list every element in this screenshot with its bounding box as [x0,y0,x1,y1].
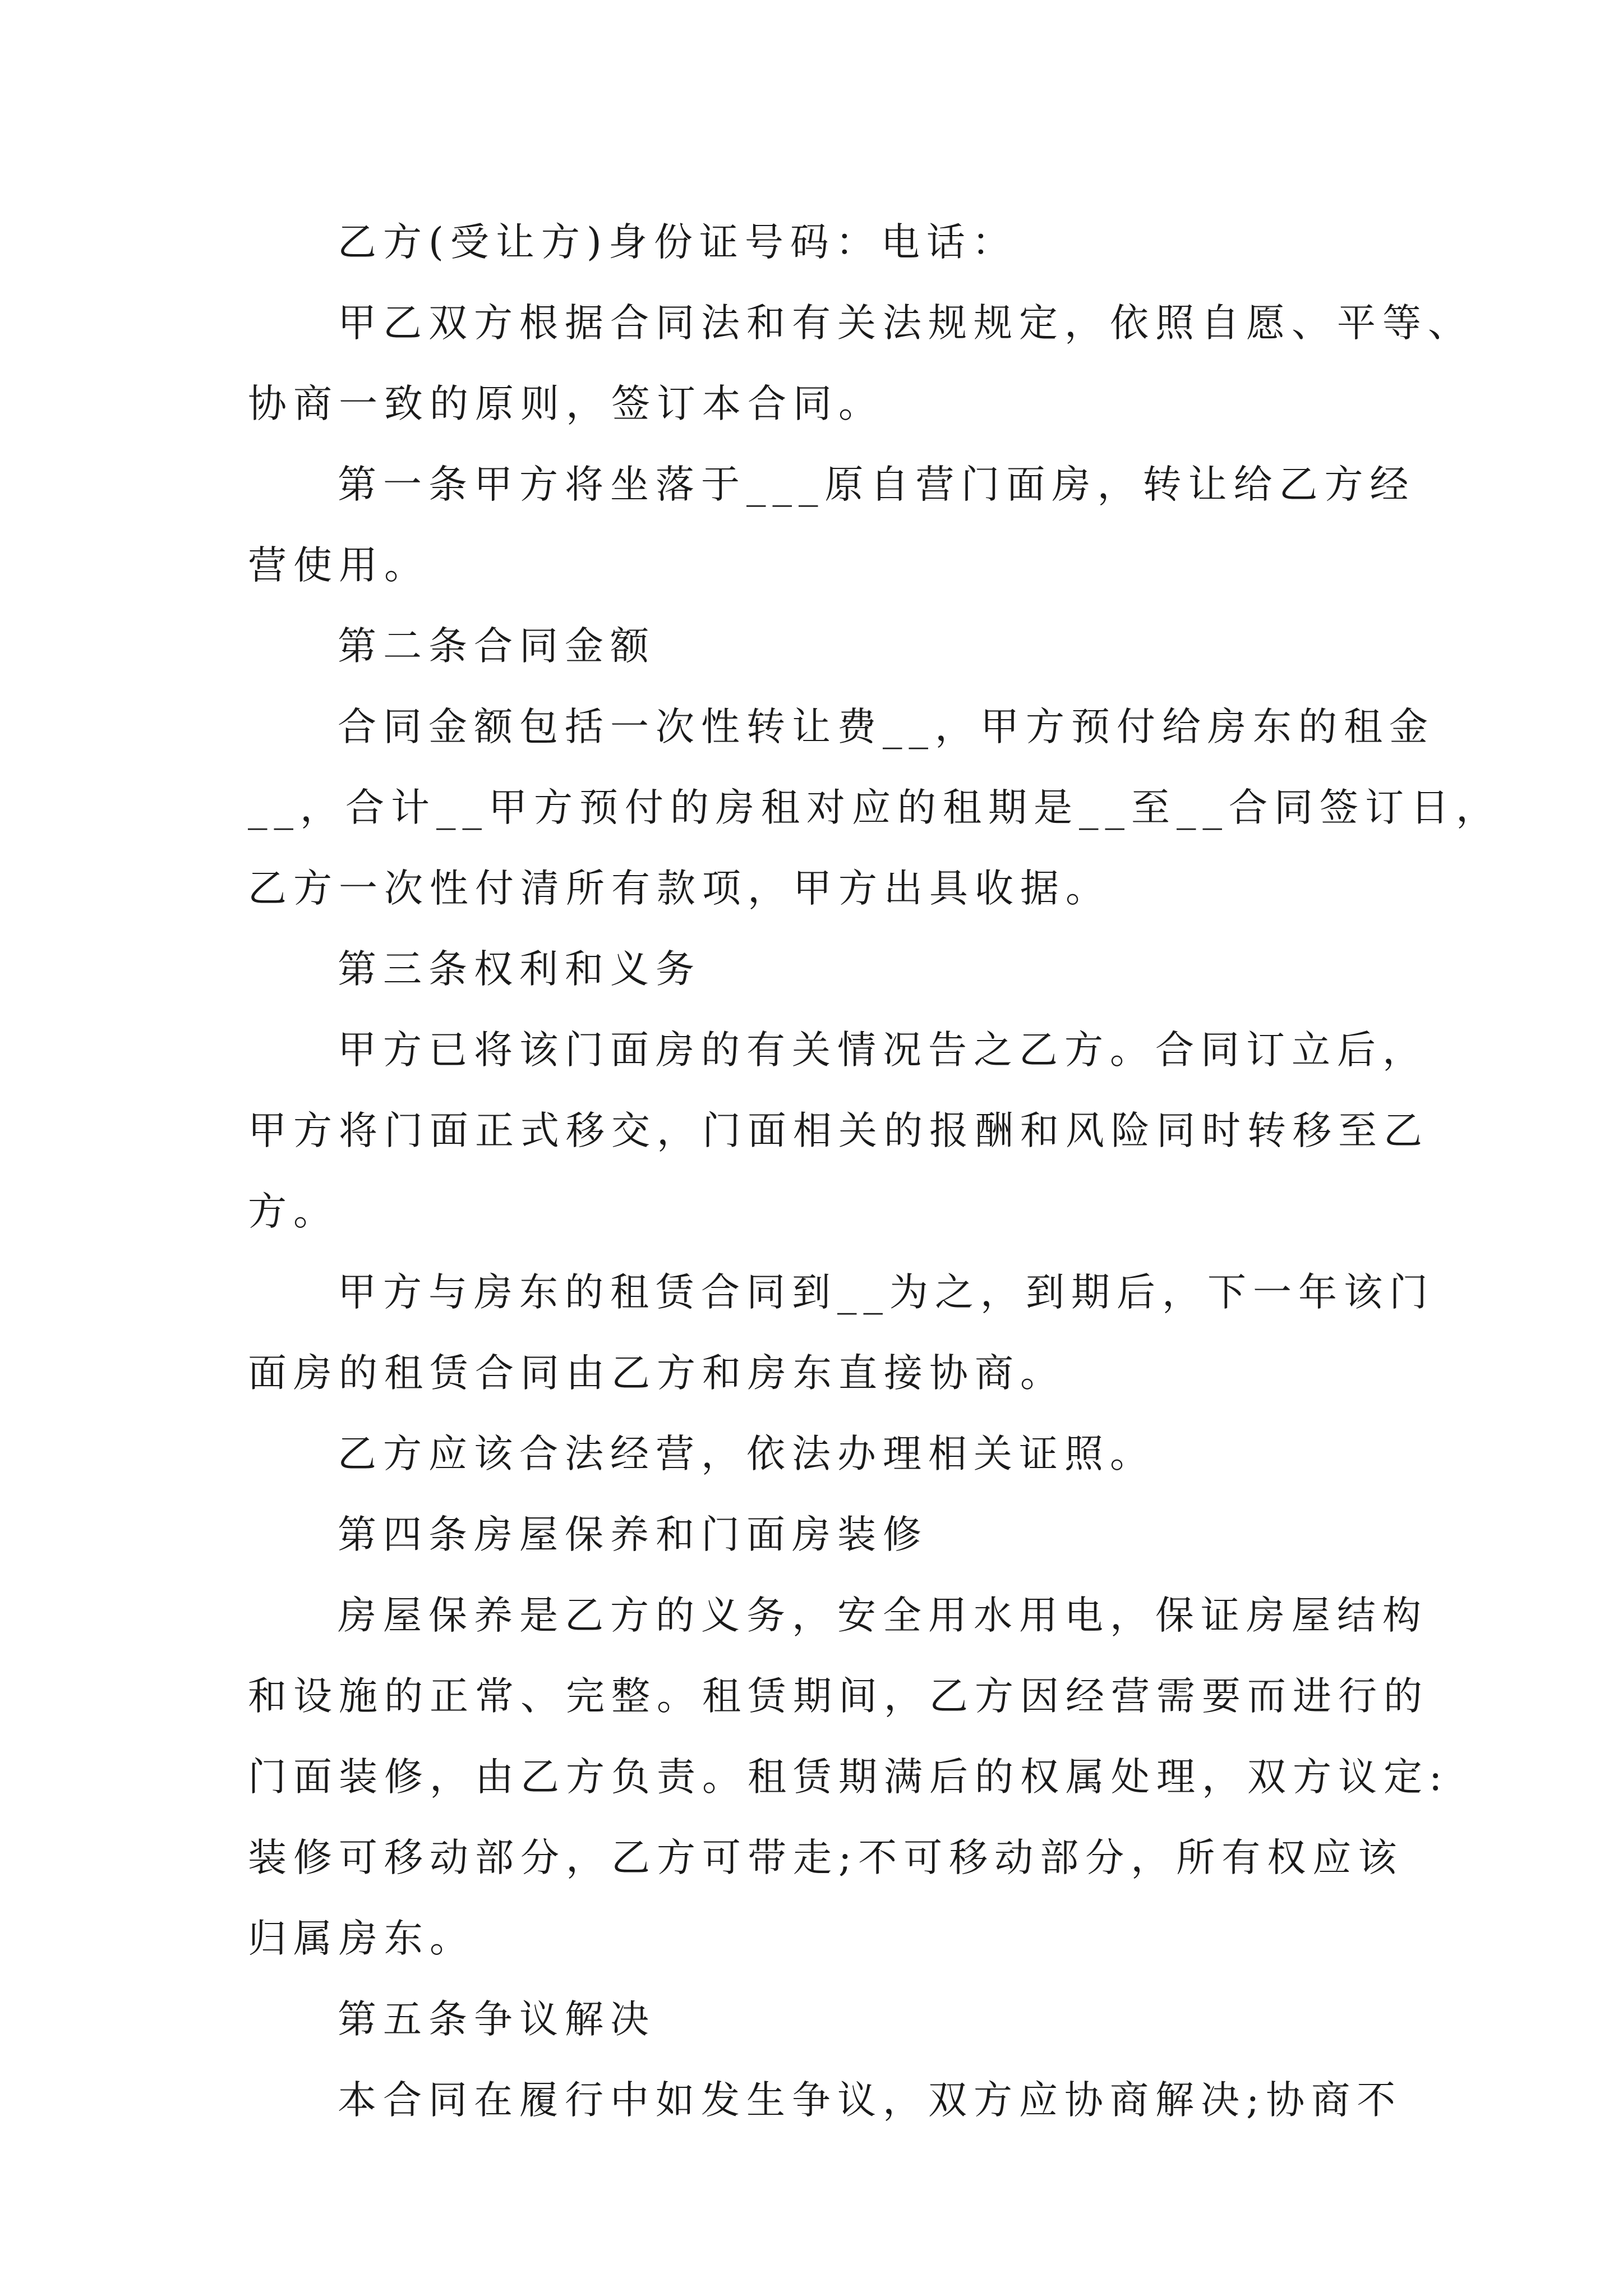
text-line: 和设施的正常、完整。租赁期间，乙方因经营需要而进行的 [248,1674,1429,1719]
text-line: 甲方与房东的租赁合同到__为之，到期后，下一年该门 [338,1270,1435,1315]
text-line: 房屋保养是乙方的义务，安全用水用电，保证房屋结构 [338,1593,1428,1638]
text-line: 乙方应该合法经营，依法办理相关证照。 [338,1432,1155,1476]
document-body [248,202,1501,2141]
text-line: 甲方将门面正式移交，门面相关的报酬和风险同时转移至乙 [248,1108,1429,1153]
text-line: 乙方一次性付清所有款项，甲方出具收据。 [248,866,1111,911]
section-heading: 第三条权利和义务 [338,947,701,992]
text-line: 甲乙双方根据合同法和有关法规规定，依照自愿、平等、 [338,301,1473,346]
text-line: __，合计__甲方预付的房租对应的租期是__至__合同签订日， [248,785,1501,830]
text-line: 协商一致的原则，签订本合同。 [248,381,884,426]
section-heading: 第四条房屋保养和门面房装修 [338,1512,928,1557]
text-line: 甲方已将该门面房的有关情况告之乙方。合同订立后， [338,1028,1428,1073]
text-line: 装修可移动部分，乙方可带走;不可移动部分，所有权应该 [248,1835,1404,1880]
text-line: 面房的租赁合同由乙方和房东直接协商。 [248,1351,1066,1396]
text-line: 本合同在履行中如发生争议，双方应协商解决;协商不 [338,2078,1403,2123]
section-heading: 第二条合同金额 [338,624,656,669]
text-line: 方。 [248,1189,339,1234]
text-line: 门面装修，由乙方负责。租赁期满后的权属处理，双方议定: [248,1755,1449,1800]
text-line: 营使用。 [248,543,430,588]
text-line: 第一条甲方将坐落于___原自营门面房，转让给乙方经 [338,462,1415,507]
text-line: 合同金额包括一次性转让费__，甲方预付给房东的租金 [338,705,1435,749]
text-line: 归属房东。 [248,1916,475,1961]
text-line: 乙方(受让方)身份证号码：电话： [338,220,1017,265]
section-heading: 第五条争议解决 [338,1997,656,2042]
